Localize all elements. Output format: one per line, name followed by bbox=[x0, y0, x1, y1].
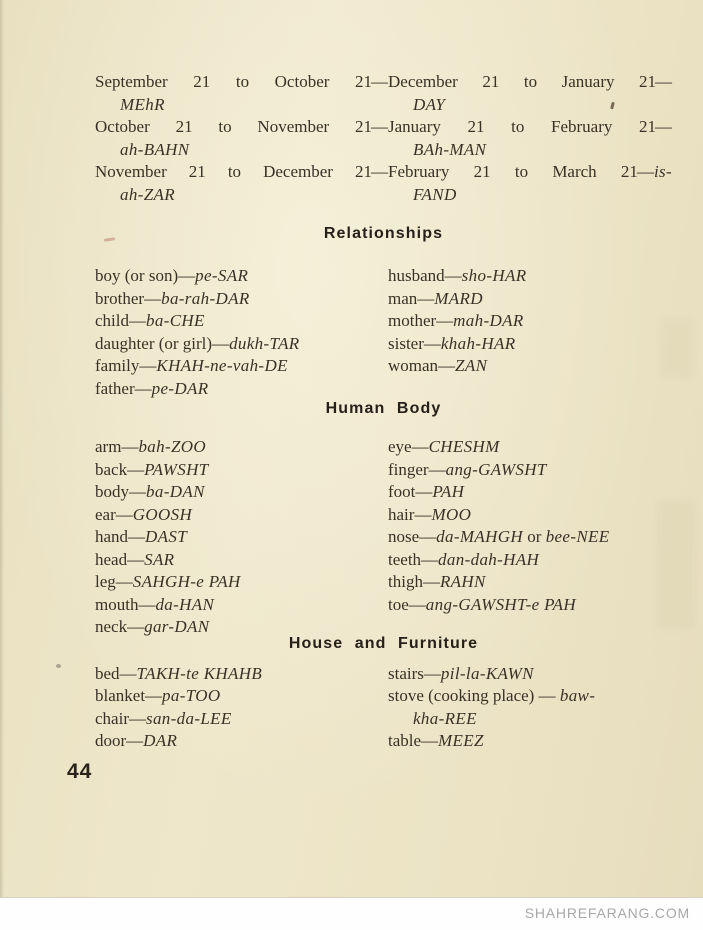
dash: — bbox=[128, 527, 146, 546]
month-range-text: November 21 to December 21 bbox=[95, 162, 372, 181]
dash: — bbox=[212, 333, 230, 353]
term: ear bbox=[95, 504, 116, 524]
term: stairs bbox=[388, 663, 424, 683]
vocab-entry bbox=[388, 288, 672, 311]
month-range-line bbox=[388, 116, 672, 139]
term: hand bbox=[95, 527, 129, 546]
pronunciation: RAHN bbox=[439, 572, 486, 591]
dash: — bbox=[127, 617, 145, 636]
pronunciation-inline: is- bbox=[653, 162, 672, 181]
dash: — bbox=[534, 686, 560, 705]
page-showthrough bbox=[655, 500, 695, 630]
month-range-text: December 21 to January 21 bbox=[388, 72, 656, 91]
term: boy (or son) bbox=[95, 266, 179, 285]
term: back bbox=[95, 459, 128, 479]
pronunciation: SAHGH-e PAH bbox=[132, 572, 241, 591]
month-entry bbox=[388, 71, 672, 116]
term: toe bbox=[388, 594, 409, 614]
dash: — bbox=[121, 437, 139, 456]
scan-speck bbox=[56, 664, 61, 668]
page-number: 44 bbox=[67, 760, 93, 783]
vocab-entry bbox=[95, 436, 388, 459]
dash: — bbox=[423, 333, 441, 353]
dash: — bbox=[421, 731, 439, 750]
pronunciation: dukh-TAR bbox=[229, 333, 300, 353]
vocab-entry bbox=[388, 526, 672, 549]
pronunciation: sho-HAR bbox=[461, 266, 527, 285]
term: head bbox=[95, 549, 128, 569]
dash: — bbox=[419, 527, 437, 546]
dash: — bbox=[178, 266, 196, 285]
pronunciation: GOOSH bbox=[132, 504, 193, 524]
conjunction: or bbox=[523, 527, 546, 546]
pronunciation: MARD bbox=[434, 288, 483, 308]
vocab-entry bbox=[388, 459, 672, 482]
dash: — bbox=[115, 504, 133, 524]
dash: — bbox=[636, 162, 654, 181]
vocab-entry bbox=[388, 265, 672, 288]
watermark-bar bbox=[0, 898, 703, 930]
vocab-entry bbox=[95, 685, 388, 708]
vocab-entry bbox=[95, 594, 388, 617]
dash: — bbox=[436, 311, 454, 330]
human-body-section bbox=[95, 436, 672, 639]
vocab-entry bbox=[95, 571, 388, 594]
term: eye bbox=[388, 437, 412, 456]
term: table bbox=[388, 731, 422, 750]
pronunciation: FAND bbox=[413, 184, 457, 204]
pronunciation: PAWSHT bbox=[144, 459, 209, 479]
dash: — bbox=[428, 459, 446, 479]
month-entry bbox=[95, 116, 388, 161]
relationships-section bbox=[95, 265, 672, 400]
vocab-entry bbox=[95, 504, 388, 527]
term: blanket bbox=[95, 686, 146, 705]
term: door bbox=[95, 731, 127, 750]
pronunciation: SAR bbox=[144, 549, 175, 569]
month-name-line bbox=[95, 139, 388, 162]
dash: — bbox=[655, 117, 672, 136]
pronunciation: PAH bbox=[432, 482, 465, 501]
dash: — bbox=[371, 162, 388, 181]
term: arm bbox=[95, 437, 122, 456]
month-name-line bbox=[388, 184, 672, 207]
term: chair bbox=[95, 708, 129, 728]
vocab-entry bbox=[95, 288, 388, 311]
month-entry bbox=[95, 161, 388, 206]
pronunciation: da-HAN bbox=[155, 594, 215, 614]
pronunciation: baw- bbox=[559, 686, 596, 705]
pronunciation: ang-GAWSHT bbox=[445, 459, 547, 479]
term: woman bbox=[388, 356, 439, 375]
vocab-entry bbox=[95, 549, 388, 572]
dash: — bbox=[126, 731, 144, 750]
dash: — bbox=[423, 663, 441, 683]
vocab-entry bbox=[388, 333, 672, 356]
month-range-text: February 21 to March 21 bbox=[388, 162, 638, 181]
term: thigh bbox=[388, 572, 423, 591]
pronunciation: ba-rah-DAR bbox=[161, 288, 250, 308]
pronunciation: DAST bbox=[145, 527, 188, 546]
house-furniture-right-column bbox=[388, 663, 672, 753]
vocab-entry bbox=[388, 504, 672, 527]
month-name-line bbox=[388, 139, 672, 162]
dash: — bbox=[371, 72, 388, 91]
pronunciation: da-MAHGH bbox=[436, 527, 524, 546]
pronunciation: CHESHM bbox=[428, 437, 500, 456]
human-body-right-column bbox=[388, 436, 672, 639]
dash: — bbox=[438, 356, 456, 375]
pronunciation: TAKH-te KHAHB bbox=[136, 663, 263, 683]
months-left-column bbox=[95, 71, 388, 206]
vocab-entry bbox=[388, 571, 672, 594]
pronunciation: ang-GAWSHT-e PAH bbox=[425, 594, 577, 614]
pronunciation: pe-SAR bbox=[195, 266, 249, 285]
month-entry bbox=[95, 71, 388, 116]
pronunciation: ba-CHE bbox=[146, 311, 205, 330]
term: brother bbox=[95, 288, 145, 308]
term: leg bbox=[95, 572, 116, 591]
term: hair bbox=[388, 504, 415, 524]
month-entry bbox=[388, 161, 672, 206]
pronunciation: MEEZ bbox=[438, 731, 484, 750]
vocab-entry bbox=[388, 436, 672, 459]
pronunciation: ZAN bbox=[455, 356, 488, 375]
pronunciation: pa-TOO bbox=[162, 686, 221, 705]
pronunciation: DAR bbox=[143, 731, 178, 750]
pronunciation: kha-REE bbox=[413, 708, 477, 728]
dash: — bbox=[127, 459, 145, 479]
month-name-line bbox=[95, 94, 388, 117]
pronunciation: KHAH-ne-vah-DE bbox=[156, 356, 288, 375]
month-range-line bbox=[95, 71, 388, 94]
pronunciation: pil-la-KAWN bbox=[440, 663, 534, 683]
vocab-entry bbox=[95, 310, 388, 333]
human-body-left-column bbox=[95, 436, 388, 639]
pronunciation: san-da-LEE bbox=[145, 708, 232, 728]
vocab-entry bbox=[95, 708, 388, 731]
vocab-entry bbox=[95, 265, 388, 288]
house-furniture-left-column bbox=[95, 663, 388, 753]
term: child bbox=[95, 311, 129, 330]
vocab-entry bbox=[95, 355, 388, 378]
vocab-entry bbox=[95, 730, 388, 753]
term: father bbox=[95, 378, 135, 398]
dash: — bbox=[422, 572, 440, 591]
pronunciation-continuation bbox=[388, 708, 672, 731]
dash: — bbox=[408, 594, 426, 614]
vocab-entry bbox=[95, 481, 388, 504]
month-name-line bbox=[388, 94, 672, 117]
page-showthrough bbox=[660, 318, 694, 378]
term: husband bbox=[388, 266, 445, 285]
month-name-line bbox=[95, 184, 388, 207]
dash: — bbox=[134, 378, 152, 398]
section-heading-human-body: Human Body bbox=[325, 400, 442, 417]
month-entry bbox=[388, 116, 672, 161]
pronunciation: MOO bbox=[431, 504, 472, 524]
dash: — bbox=[129, 482, 146, 501]
pronunciation: MEhR bbox=[120, 94, 165, 114]
dash: — bbox=[138, 594, 156, 614]
dash: — bbox=[414, 504, 432, 524]
dash: — bbox=[128, 708, 146, 728]
dash: — bbox=[139, 356, 157, 375]
month-range-text: October 21 to November 21 bbox=[95, 117, 372, 136]
dash: — bbox=[444, 266, 462, 285]
dash: — bbox=[145, 686, 163, 705]
pronunciation: dan-dah-HAH bbox=[438, 549, 540, 569]
term: stove (cooking place) bbox=[388, 686, 535, 705]
term: daughter (or girl) bbox=[95, 333, 213, 353]
vocab-entry bbox=[388, 355, 672, 378]
term: mouth bbox=[95, 594, 139, 614]
pronunciation: khah-HAR bbox=[440, 333, 516, 353]
vocab-entry bbox=[95, 663, 388, 686]
dash: — bbox=[421, 549, 439, 569]
section-heading-relationships: Relationships bbox=[323, 225, 444, 242]
term: mother bbox=[388, 311, 437, 330]
months-right-column bbox=[388, 71, 672, 206]
pronunciation: mah-DAR bbox=[453, 311, 524, 330]
month-range-text: January 21 to February 21 bbox=[388, 117, 656, 136]
month-range-line bbox=[388, 161, 672, 184]
pronunciation: bah-ZOO bbox=[138, 437, 207, 456]
pronunciation: bee-NEE bbox=[545, 527, 610, 546]
pronunciation: pe-DAR bbox=[151, 378, 209, 398]
dash: — bbox=[411, 437, 429, 456]
vocab-entry bbox=[388, 594, 672, 617]
month-range-line bbox=[95, 161, 388, 184]
term: neck bbox=[95, 617, 128, 636]
term: teeth bbox=[388, 549, 422, 569]
house-furniture-section bbox=[95, 663, 672, 753]
watermark-text: SHAHREFARANG.COM bbox=[524, 905, 690, 921]
dash: — bbox=[115, 572, 133, 591]
vocab-entry bbox=[388, 685, 672, 730]
dash: — bbox=[127, 549, 145, 569]
term: foot bbox=[388, 482, 416, 501]
term: finger bbox=[388, 459, 429, 479]
term: bed bbox=[95, 663, 120, 683]
vocab-entry bbox=[95, 333, 388, 356]
dash: — bbox=[371, 117, 388, 136]
term: body bbox=[95, 482, 129, 501]
scan-edge-shadow bbox=[0, 0, 4, 897]
vocab-entry bbox=[95, 378, 388, 401]
section-heading-house-furniture: House and Furniture bbox=[288, 634, 479, 652]
pronunciation: ah-BAHN bbox=[120, 139, 190, 159]
dash: — bbox=[129, 311, 146, 330]
term: man bbox=[388, 288, 418, 308]
pronunciation: ah-ZAR bbox=[120, 184, 175, 204]
months-section bbox=[95, 71, 672, 206]
vocab-entry bbox=[388, 310, 672, 333]
term: nose bbox=[388, 527, 420, 546]
vocab-entry bbox=[388, 663, 672, 686]
pronunciation: BAh-MAN bbox=[413, 139, 487, 159]
page-content bbox=[95, 0, 672, 753]
vocab-entry bbox=[95, 459, 388, 482]
vocab-entry bbox=[388, 481, 672, 504]
vocab-entry bbox=[388, 730, 672, 753]
term: family bbox=[95, 356, 140, 375]
dash: — bbox=[417, 288, 435, 308]
pronunciation: ba-DAN bbox=[146, 482, 205, 501]
dash: — bbox=[119, 663, 137, 683]
dash: — bbox=[655, 72, 672, 91]
relationships-right-column bbox=[388, 265, 672, 400]
dash: — bbox=[415, 482, 433, 501]
pronunciation: gar-DAN bbox=[144, 617, 210, 636]
pronunciation: DAY bbox=[413, 94, 446, 114]
relationships-left-column bbox=[95, 265, 388, 400]
vocab-entry bbox=[388, 549, 672, 572]
month-range-line bbox=[95, 116, 388, 139]
dash: — bbox=[144, 288, 162, 308]
month-range-text: September 21 to October 21 bbox=[95, 72, 372, 91]
term: sister bbox=[388, 333, 424, 353]
vocab-entry bbox=[95, 526, 388, 549]
month-range-line bbox=[388, 71, 672, 94]
